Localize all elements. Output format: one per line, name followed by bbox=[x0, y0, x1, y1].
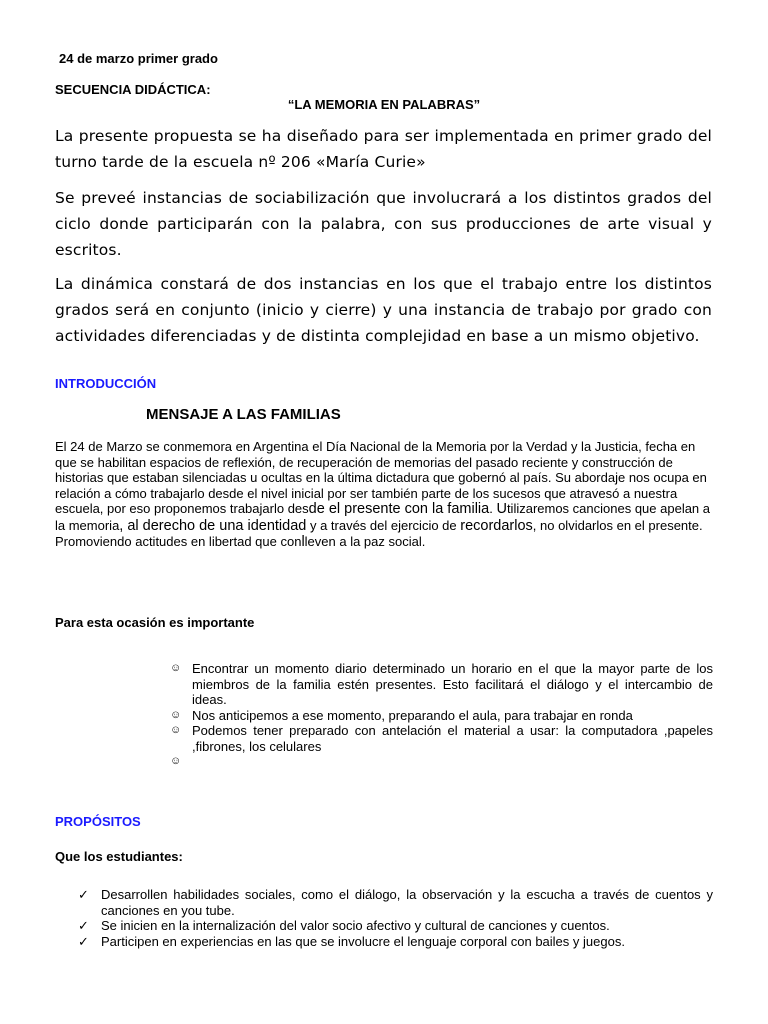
message-text: . bbox=[489, 501, 497, 516]
check-icon: ✓ bbox=[78, 933, 89, 949]
list-item-text: Se inicien en la internalización del valor socio afectivo y cultural de canciones y cuentos. bbox=[101, 918, 610, 933]
purposes-list bbox=[78, 887, 713, 949]
occasion-heading: Para esta ocasión es importante bbox=[55, 615, 255, 630]
sequence-label: SECUENCIA DIDÁCTICA: bbox=[55, 82, 211, 97]
list-item-text: Encontrar un momento diario determinado un horario en el que la mayor parte de los miembros de la familia estén presentes. Esto facilitará el diálogo y el intercambio de ideas. bbox=[192, 661, 713, 707]
list-item bbox=[78, 887, 713, 918]
smiley-icon: ☺ bbox=[170, 724, 182, 736]
message-body bbox=[55, 439, 712, 551]
message-text-large: , al derecho de una identidad bbox=[119, 517, 307, 534]
document-title bbox=[0, 97, 768, 112]
message-text: El 24 de Marzo se conmemora en Argentina el Día Nacional de la Memoria por la Verdad y la Justicia, fecha en que se habilitan espacios de reflexión, de recuperación de memorias del pasado reciente y construcción de historias que estaban silenciadas u ocultas en la última dictadura que gobernó al país. Su abordaje nos ocupa en relación a cómo trabajarlo desde el nivel inicial por ser también parte de los sucesos que atravesó a nuestra escuela, por eso proponemos trabajarlo des bbox=[55, 439, 707, 516]
list-item bbox=[170, 708, 713, 724]
list-item bbox=[170, 723, 713, 754]
message-text: y a través del ejercicio de bbox=[306, 517, 461, 533]
date-line: 24 de marzo primer grado bbox=[59, 51, 218, 66]
message-text: tilizaremos canciones que apelan a la memoria bbox=[55, 501, 711, 533]
message-text-large: U bbox=[496, 501, 507, 517]
message-text-large: l bbox=[301, 534, 305, 550]
document-title-text: “LA MEMORIA EN PALABRAS” bbox=[287, 97, 481, 112]
message-text-large: recordarlos bbox=[460, 517, 533, 534]
list-item-text: Participen en experiencias en las que se involucre el lenguaje corporal con bailes y juegos. bbox=[101, 933, 625, 949]
paragraph-intro-1: La presente propuesta se ha diseñado para ser implementada en primer grado del turno tarde de la escuela nº 206 «María Curie» bbox=[55, 127, 712, 171]
smiley-icon: ☺ bbox=[170, 755, 182, 767]
list-item-text: Podemos tener preparado con antelación el material a usar: la computadora ,papeles ,fibrones, los celulares bbox=[192, 723, 713, 754]
list-item bbox=[78, 934, 713, 950]
purposes-heading: PROPÓSITOS bbox=[55, 814, 141, 829]
paragraph-intro-3: La dinámica constará de dos instancias en los que el trabajo entre los distintos grados será en conjunto (inicio y cierre) y una instancia de trabajo por grado con actividades diferenciadas y de distinta complejidad en base a un mismo objetivo. bbox=[55, 275, 712, 345]
paragraph-intro-2: Se preveé instancias de sociabilización que involucrará a los distintos grados del ciclo donde participarán con la palabra, con sus producciones de arte visual y escritos. bbox=[55, 189, 712, 259]
list-item-text: Desarrollen habilidades sociales, como el diálogo, la observación y la escucha a través de cuentos y canciones en you tube. bbox=[101, 887, 713, 918]
check-icon: ✓ bbox=[78, 918, 89, 933]
list-item bbox=[78, 918, 713, 934]
occasion-list bbox=[170, 661, 713, 770]
check-icon: ✓ bbox=[78, 887, 89, 902]
message-heading: MENSAJE A LAS FAMILIAS bbox=[146, 406, 341, 423]
message-text: , no olvidarlos en el presente. Promoviendo actitudes en libertad que con bbox=[55, 517, 703, 549]
smiley-icon: ☺ bbox=[170, 708, 182, 721]
list-item bbox=[170, 661, 713, 708]
purposes-lead: Que los estudiantes: bbox=[55, 849, 183, 864]
message-text: leven a la paz social. bbox=[304, 534, 426, 549]
smiley-icon: ☺ bbox=[170, 662, 182, 674]
list-item bbox=[170, 754, 713, 770]
introduction-heading: INTRODUCCIÓN bbox=[55, 376, 157, 391]
list-item-text: Nos anticipemos a ese momento, preparando el aula, para trabajar en ronda bbox=[192, 707, 633, 723]
message-text-large: de el presente con la familia bbox=[308, 501, 490, 517]
